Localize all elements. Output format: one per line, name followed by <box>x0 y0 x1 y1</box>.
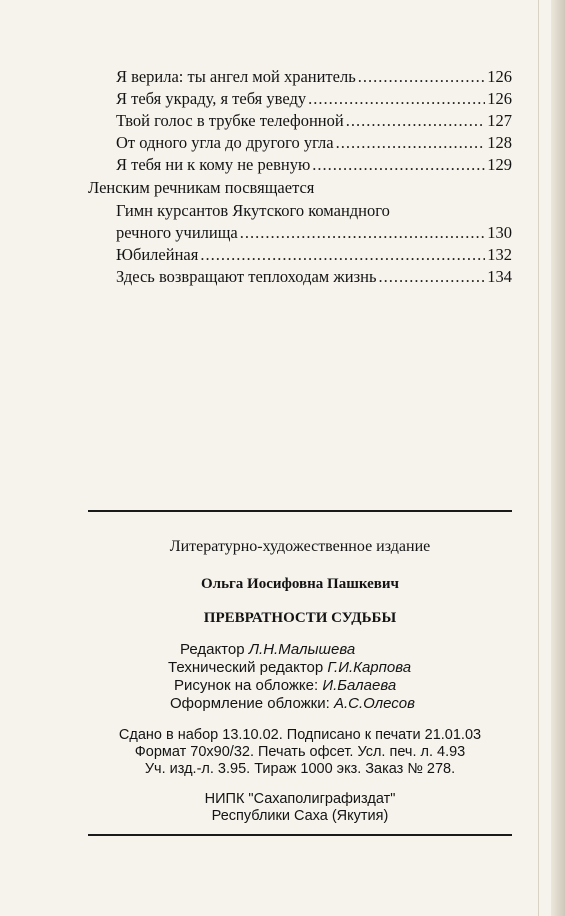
toc-entry <box>116 244 512 266</box>
toc-entry <box>116 132 512 154</box>
print-info-line: Сдано в набор 13.10.02. Подписано к печати 21.01.03 <box>118 727 482 743</box>
divider-bottom <box>88 834 512 836</box>
toc-entry-page: 126 <box>487 89 512 108</box>
author-name: Ольга Иосифовна Пашкевич <box>200 576 399 592</box>
toc-entry-title: Я тебя ни к кому не ревную <box>116 155 311 174</box>
print-info-line: Формат 70х90/32. Печать офсет. Усл. печ. л. 4.93 <box>134 744 466 760</box>
credit-editor <box>180 641 355 658</box>
toc-entry-title: Юбилейная <box>116 245 199 264</box>
toc-entry-page: 129 <box>487 155 512 174</box>
toc-entry-page: 128 <box>487 133 512 152</box>
credit-label: Оформление обложки: <box>170 695 330 712</box>
toc-leader-dots <box>346 110 486 132</box>
toc-entry-page: 134 <box>487 267 512 286</box>
toc-entry <box>116 110 512 132</box>
toc-entry-page: 130 <box>487 223 512 242</box>
publisher-region: Республики Саха (Якутия) <box>211 808 389 824</box>
toc-entry-title: Я тебя украду, я тебя уведу <box>116 89 307 108</box>
credit-label: Редактор <box>180 641 245 658</box>
credit-name: Г.И.Карпова <box>327 659 412 676</box>
toc-leader-dots <box>240 222 486 244</box>
edition-type: Литературно-художественное издание <box>169 538 431 555</box>
toc-leader-dots <box>358 66 486 88</box>
toc-entry <box>116 154 512 176</box>
toc-entry-page: 127 <box>487 111 512 130</box>
imprint-block <box>88 530 512 830</box>
print-info-line: Уч. изд.-л. 3.95. Тираж 1000 экз. Заказ № 278. <box>144 761 456 777</box>
toc-entry-line: Гимн курсантов Якутского командного <box>116 201 390 220</box>
toc-entry-page: 126 <box>487 67 512 86</box>
toc-entry-page: 132 <box>487 245 512 264</box>
toc-leader-dots <box>200 244 485 266</box>
toc-leader-dots <box>336 132 486 154</box>
credit-label: Технический редактор <box>168 659 324 676</box>
credit-name: Л.Н.Малышева <box>248 641 356 658</box>
toc-entry <box>116 266 512 288</box>
toc-leader-dots <box>308 88 485 110</box>
toc-entry-title: Твой голос в трубке телефонной <box>116 111 344 130</box>
credit-label: Рисунок на обложке: <box>174 677 319 694</box>
toc-entry-title: От одного угла до другого угла <box>116 133 334 152</box>
toc-leader-dots <box>378 266 485 288</box>
credit-name: А.С.Олесов <box>333 695 415 712</box>
toc-entry-title: речного училища <box>116 223 238 242</box>
toc-entry-title: Я верила: ты ангел мой хранитель <box>116 67 356 86</box>
credit-cover-design <box>170 695 415 712</box>
divider-top <box>88 510 512 512</box>
toc-section-heading: Ленским речникам посвящается <box>88 178 315 197</box>
toc-entry <box>116 222 512 244</box>
publisher-name: НИПК "Сахаполиграфиздат" <box>204 791 396 807</box>
toc-entry <box>116 66 512 88</box>
page-edge-line <box>538 0 539 916</box>
credit-name: И.Балаева <box>322 677 397 694</box>
credit-cover-drawing <box>174 677 396 694</box>
book-title: ПРЕВРАТНОСТИ СУДЬБЫ <box>203 610 397 626</box>
toc-entry <box>116 88 512 110</box>
page-edge <box>551 0 565 916</box>
toc-entry-title: Здесь возвращают теплоходам жизнь <box>116 267 377 286</box>
credit-tech-editor <box>168 659 411 676</box>
toc-leader-dots <box>312 154 485 176</box>
